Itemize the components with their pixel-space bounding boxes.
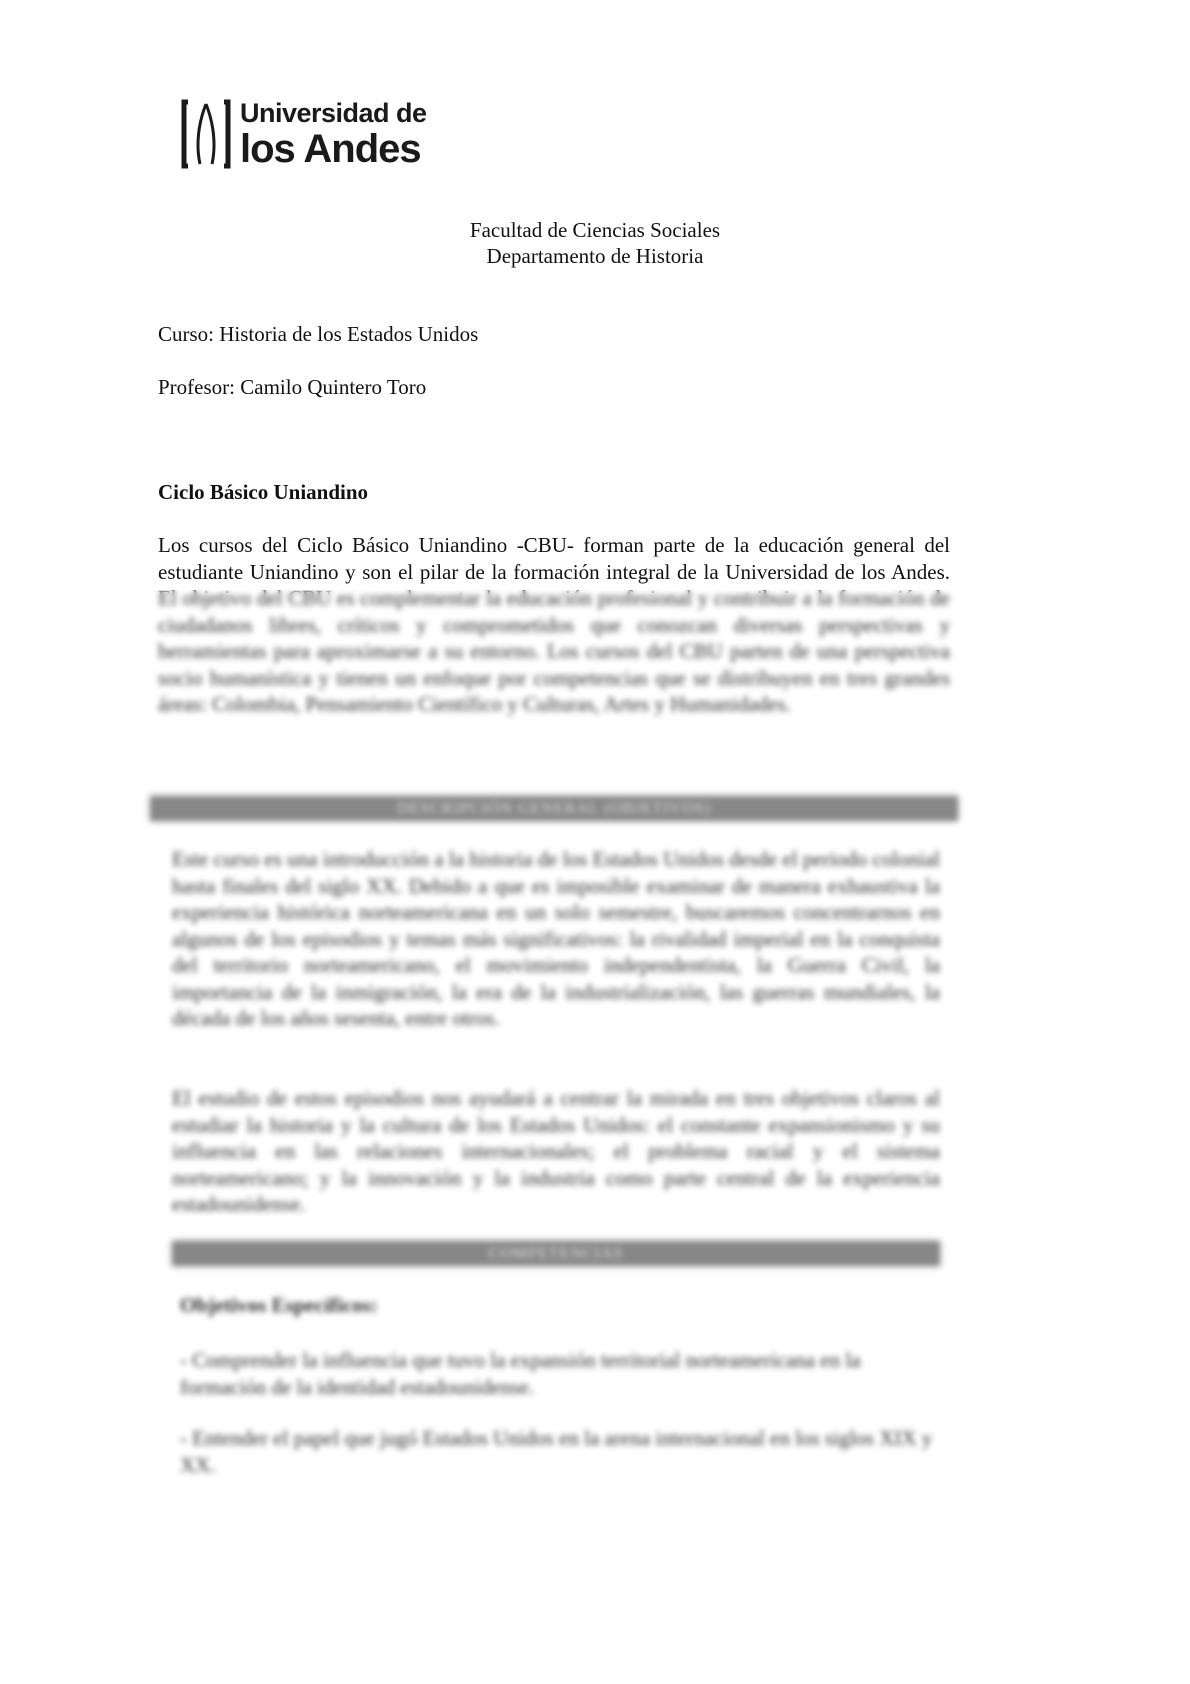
description-paragraph-2: El estudio de estos episodios nos ayudará a centrar la mirada en tres objetivos claros al estudiar la historia y la cultura de los Estados Unidos: el constante expansionismo y su influencia en las relaciones internacionales; el problema racial y el sistema norteamericano; y la innovación y la industria como parte central de la experiencia estadounidense.	[172, 1086, 940, 1216]
university-logo	[180, 96, 427, 172]
course-name: Curso: Historia de los Estados Unidos	[158, 322, 479, 346]
description-paragraph-1: Este curso es una introducción a la historia de los Estados Unidos desde el periodo colonial hasta finales del siglo XX. Debido a que es imposible examinar de manera exhaustiva la experiencia histórica norteamericana en un solo semestre, buscaremos concentrarnos en algunos de los episodios y temas más significativos: la rivalidad imperial en la conquista del territorio norteamericano, el movimiento independentista, la Guerra Civil, la importancia de la inmigración, la era de la industrialización, las guerras mundiales, la década de los años sesenta, entre otros.	[172, 847, 940, 1030]
description-heading: DESCRIPCIÓN GENERAL (OBJETIVOS)	[150, 796, 958, 821]
competencias-heading: COMPETENCIAS	[172, 1241, 940, 1266]
logo-emblem-icon	[180, 96, 232, 172]
professor-name: Profesor: Camilo Quintero Toro	[158, 375, 427, 399]
blur-overlay	[0, 590, 1190, 1684]
faculty-name: Facultad de Ciencias Sociales	[469, 218, 721, 242]
logo-line1: Universidad de	[240, 97, 427, 128]
cbu-paragraph: Los cursos del Ciclo Básico Uniandino -CBU- forman parte de la educación general del estudiante Uniandino y son el pilar de la formación integral de la Universidad de los Andes. El objetivo del CBU es complementar la educación profesional y contribuir a la formación de ciudadanos libres, críticos y comprometidos que conozcan diversas perspectivas y herramientas para aproximarse a su entorno. Los cursos del CBU parten de una perspectiva socio humanística y tienen un enfoque por competencias que se distribuyen en tres grandes áreas: Colombia, Pensamiento Científico y Culturas, Artes y Humanidades.	[158, 533, 950, 716]
objective-item: - Entender el papel que jugó Estados Unidos en la arena internacional en los siglos XIX y XX.	[180, 1426, 933, 1477]
cbu-title: Ciclo Básico Uniandino	[158, 480, 369, 504]
logo-line2: los Andes	[240, 126, 421, 171]
objective-item: - Comprender la influencia que tuvo la expansión territorial norteamericana en la formación de la identidad estadounidense.	[180, 1348, 861, 1399]
department-name: Departamento de Historia	[486, 244, 704, 268]
objectives-subtitle: Objetivos Específicos:	[180, 1293, 378, 1317]
